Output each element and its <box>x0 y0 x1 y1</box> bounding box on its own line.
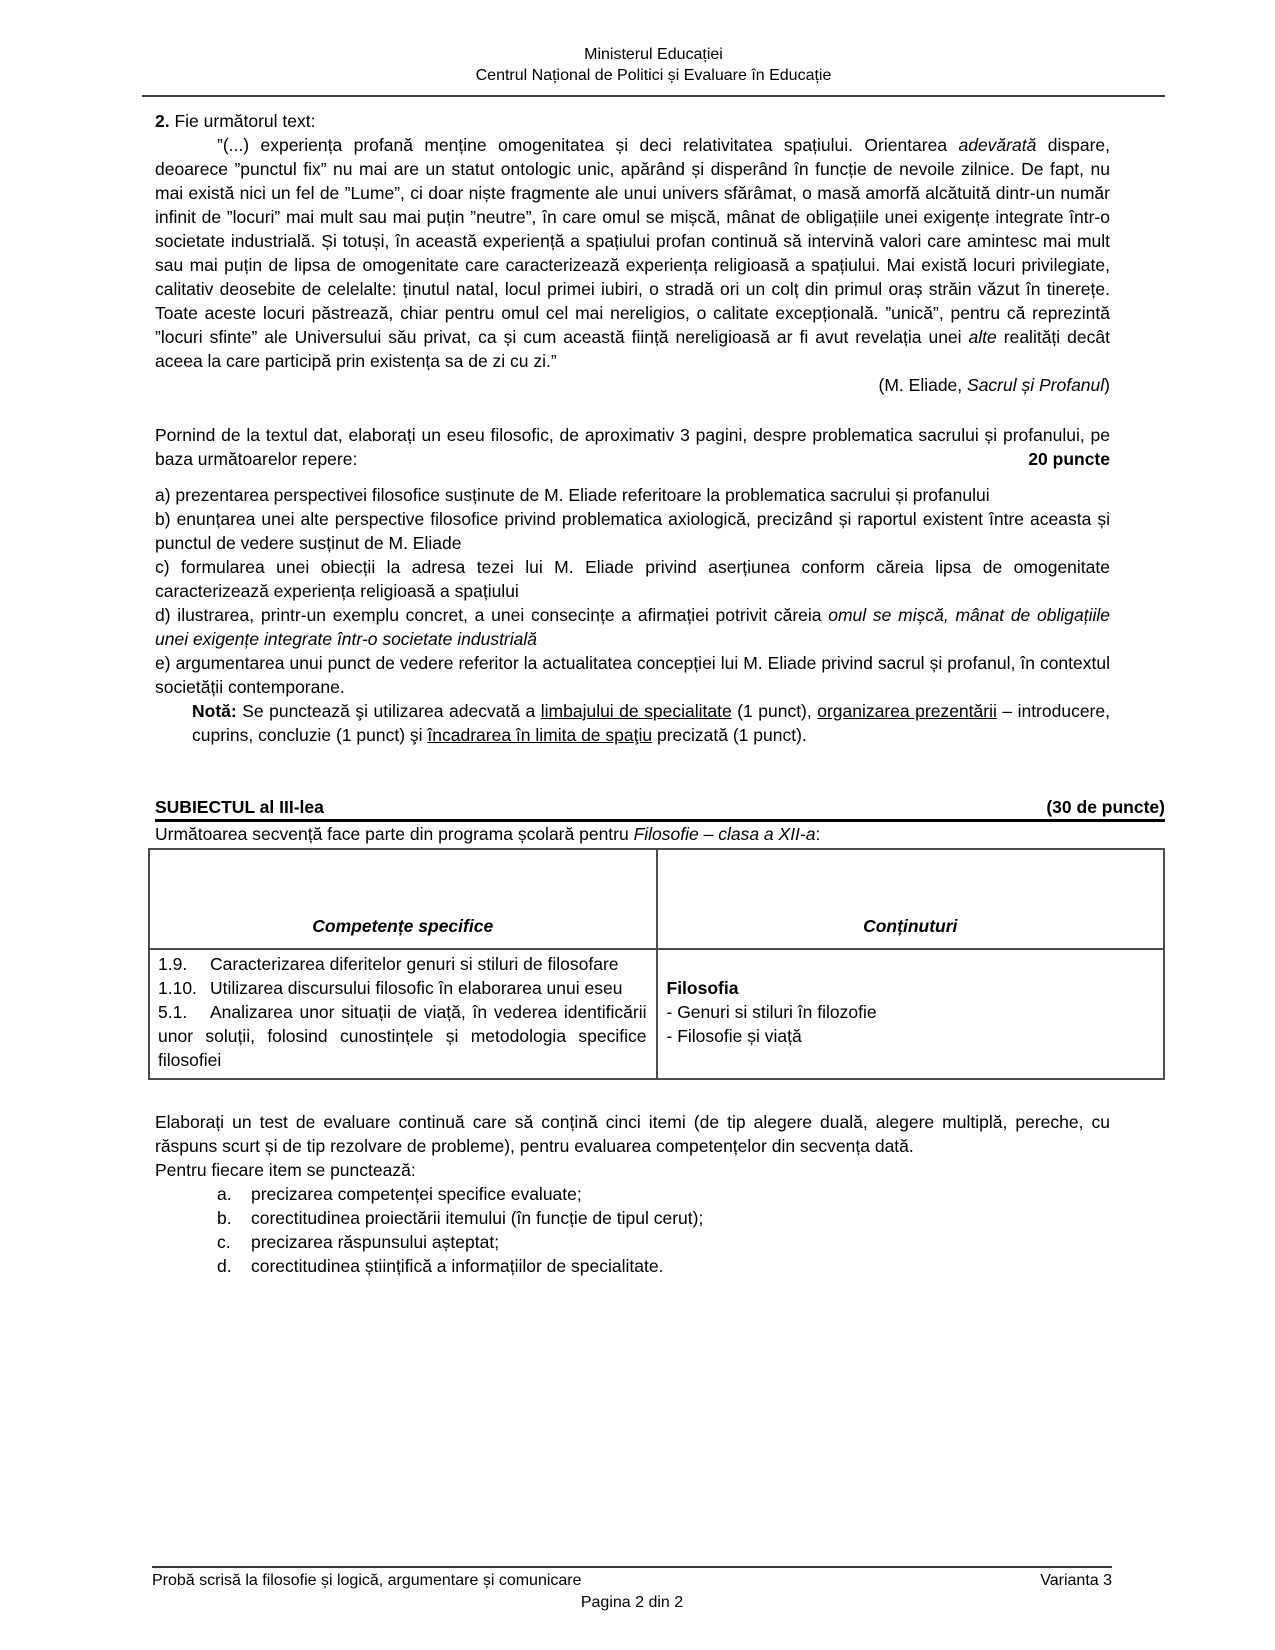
criterion-b <box>217 1206 1110 1230</box>
header-cell-contents: Conținuturi <box>657 849 1165 949</box>
center-name: Centrul Național de Politici și Evaluare în Educație <box>475 67 832 84</box>
competency-3-number: 5.1. <box>158 1002 188 1022</box>
criterion-a <box>217 1182 1110 1206</box>
competency-2 <box>158 976 647 1000</box>
item-a: a) prezentarea perspectivei filosofice susținute de M. Eliade referitoare la problematica sacrului și profanului <box>155 485 990 505</box>
criterion-b-text: corectitudinea proiectării itemului (în funcție de tipul cerut); <box>251 1208 704 1228</box>
contents-item-1: - Genuri si stiluri în filozofie <box>666 1002 877 1022</box>
criterion-d <box>217 1254 1110 1278</box>
table-body-row <box>149 949 1164 1079</box>
competency-3 <box>158 1000 647 1072</box>
criterion-b-letter: b. <box>217 1208 232 1228</box>
criterion-c <box>217 1230 1110 1254</box>
quote-attribution: (M. Eliade, Sacrul și Profanul) <box>878 375 1110 395</box>
competency-3-text: Analizarea unor situații de viață, în vederea identificării unor soluții, folosind cunostințele și metodologia specifice filosofiei <box>158 1002 647 1070</box>
question2-task <box>155 423 1110 471</box>
criterion-c-letter: c. <box>217 1232 231 1252</box>
footer-exam-name: Probă scrisă la filosofie și logică, argumentare și comunicare <box>152 1572 582 1589</box>
table-header-row <box>149 849 1164 949</box>
competency-1-number: 1.9. <box>158 954 188 974</box>
competency-2-number: 1.10. <box>158 978 197 998</box>
item-e: e) argumentarea unui punct de vedere referitor la actualitatea concepției lui M. Eliade privind sacrul și profanul, în contextul societății contemporane. <box>155 653 1110 697</box>
criterion-d-text: corectitudinea științifică a informațiilor de specialitate. <box>251 1256 664 1276</box>
subject3-points: (30 de puncte) <box>1046 797 1165 817</box>
criterion-a-text: precizarea competenței specifice evaluate; <box>251 1184 582 1204</box>
competency-2-text: Utilizarea discursului filosofic în elaborarea unui eseu <box>210 978 623 998</box>
subject3-task2: Pentru fiecare item se punctează: <box>155 1160 416 1180</box>
criterion-a-letter: a. <box>217 1184 232 1204</box>
subject3-task: Elaborați un test de evaluare continuă care să conțină cinci itemi (de tip alegere duală, alegere multiplă, pereche, cu răspuns scurt și de tip rezolvare de probleme), pentru evaluarea competențelor din secvența dată. <box>155 1112 1110 1156</box>
footer-page-number: Pagina 2 din 2 <box>580 1594 684 1611</box>
question2-points: 20 puncte <box>1028 449 1110 469</box>
criteria-list <box>155 1182 1110 1278</box>
footer-row <box>152 1570 1112 1592</box>
subject3-heading <box>155 795 1165 822</box>
question2-items <box>155 483 1110 747</box>
question2-note: Notă: Se punctează şi utilizarea adecvată a limbajului de specialitate (1 punct), organizarea prezentării – introducere, cuprins, concluzie (1 punct) şi încadrarea în limita de spaţiu precizată (1 punct). <box>192 701 1110 745</box>
document-footer <box>152 1566 1112 1614</box>
subject3-intro: Următoarea secvență face parte din programa școlară pentru Filosofie – clasa a XII-a: <box>155 824 821 844</box>
contents-item-2: - Filosofie și viață <box>666 1026 802 1046</box>
criterion-c-text: precizarea răspunsului așteptat; <box>251 1232 500 1252</box>
item-b: b) enunțarea unei alte perspective filosofice privind problematica axiologică, precizând și raportul existent între aceasta și punctul de vedere susținut de M. Eliade <box>155 509 1110 553</box>
question2-quote-text: ”(...) experiența profană menține omogenitatea și deci relativitatea spațiului. Orientarea adevărată dispare, deoarece ”punctul fix” nu mai are un statut ontologic unic, apărând și disperând în funcție de nevoile zilnice. De fapt, nu mai există nici un fel de ”Lume”, ci doar niște fragmente ale unui univers sfărâmat, o masă amorfă alcătuită dintr-un număr infinit de ”locuri” mai mult sau mai puțin ”neutre”, în care omul se mișcă, mânat de obligațiile unei exigențe integrate într-o societate industrială. Și totuși, în această experiență a spațiului profan continuă să intervină valori care amintesc mai mult sau mai puțin de lipsa de omogenitate care caracterizează experiența religioasă a spațiului. Mai există locuri privilegiate, calitativ deosebite de celelalte: ținutul natal, locul primei iubiri, o stradă ori un colț din primul oraș străin văzut în tinerețe. Toate aceste locuri păstrează, chiar pentru omul cel mai nereligios, o calitate excepțională. ”unică”, pentru că reprezintă ”locuri sfinte” ale Universului său privat, ca și cum această ființă nereligioasă ar fi avut revelația unei alte realități decât aceea la care participă prin existența sa de zi cu zi.” <box>155 135 1110 371</box>
criterion-d-letter: d. <box>217 1256 232 1276</box>
subject3-title: SUBIECTUL al III-lea <box>155 797 324 817</box>
header-cell-competencies: Competențe specifice <box>149 849 657 949</box>
competency-1 <box>158 952 647 976</box>
competencies-cell <box>149 949 657 1079</box>
contents-title: Filosofia <box>666 978 739 998</box>
item-d: d) ilustrarea, printr-un exemplu concret, a unei consecințe a afirmației potrivit căreia omul se mișcă, mânat de obligațiile unei exigențe integrate într-o societate industrială <box>155 605 1110 649</box>
contents-cell <box>657 949 1165 1079</box>
footer-variant: Varianta 3 <box>1040 1572 1112 1589</box>
question2-label: 2. Fie următorul text: <box>155 111 316 131</box>
curriculum-table <box>148 848 1165 1080</box>
competency-1-text: Caracterizarea diferitelor genuri si stiluri de filosofare <box>210 954 619 974</box>
question2-task-text: Pornind de la textul dat, elaborați un eseu filosofic, de aproximativ 3 pagini, despre problematica sacrului și profanului, pe baza următoarelor repere: <box>155 425 1110 469</box>
item-c: c) formularea unei obiecții la adresa tezei lui M. Eliade privind aserțiunea conform căreia lipsa de omogenitate caracterizează experiența religioasă a spațiului <box>155 557 1110 601</box>
ministry-name: Ministerul Educației <box>584 46 723 63</box>
document-header <box>142 44 1165 97</box>
